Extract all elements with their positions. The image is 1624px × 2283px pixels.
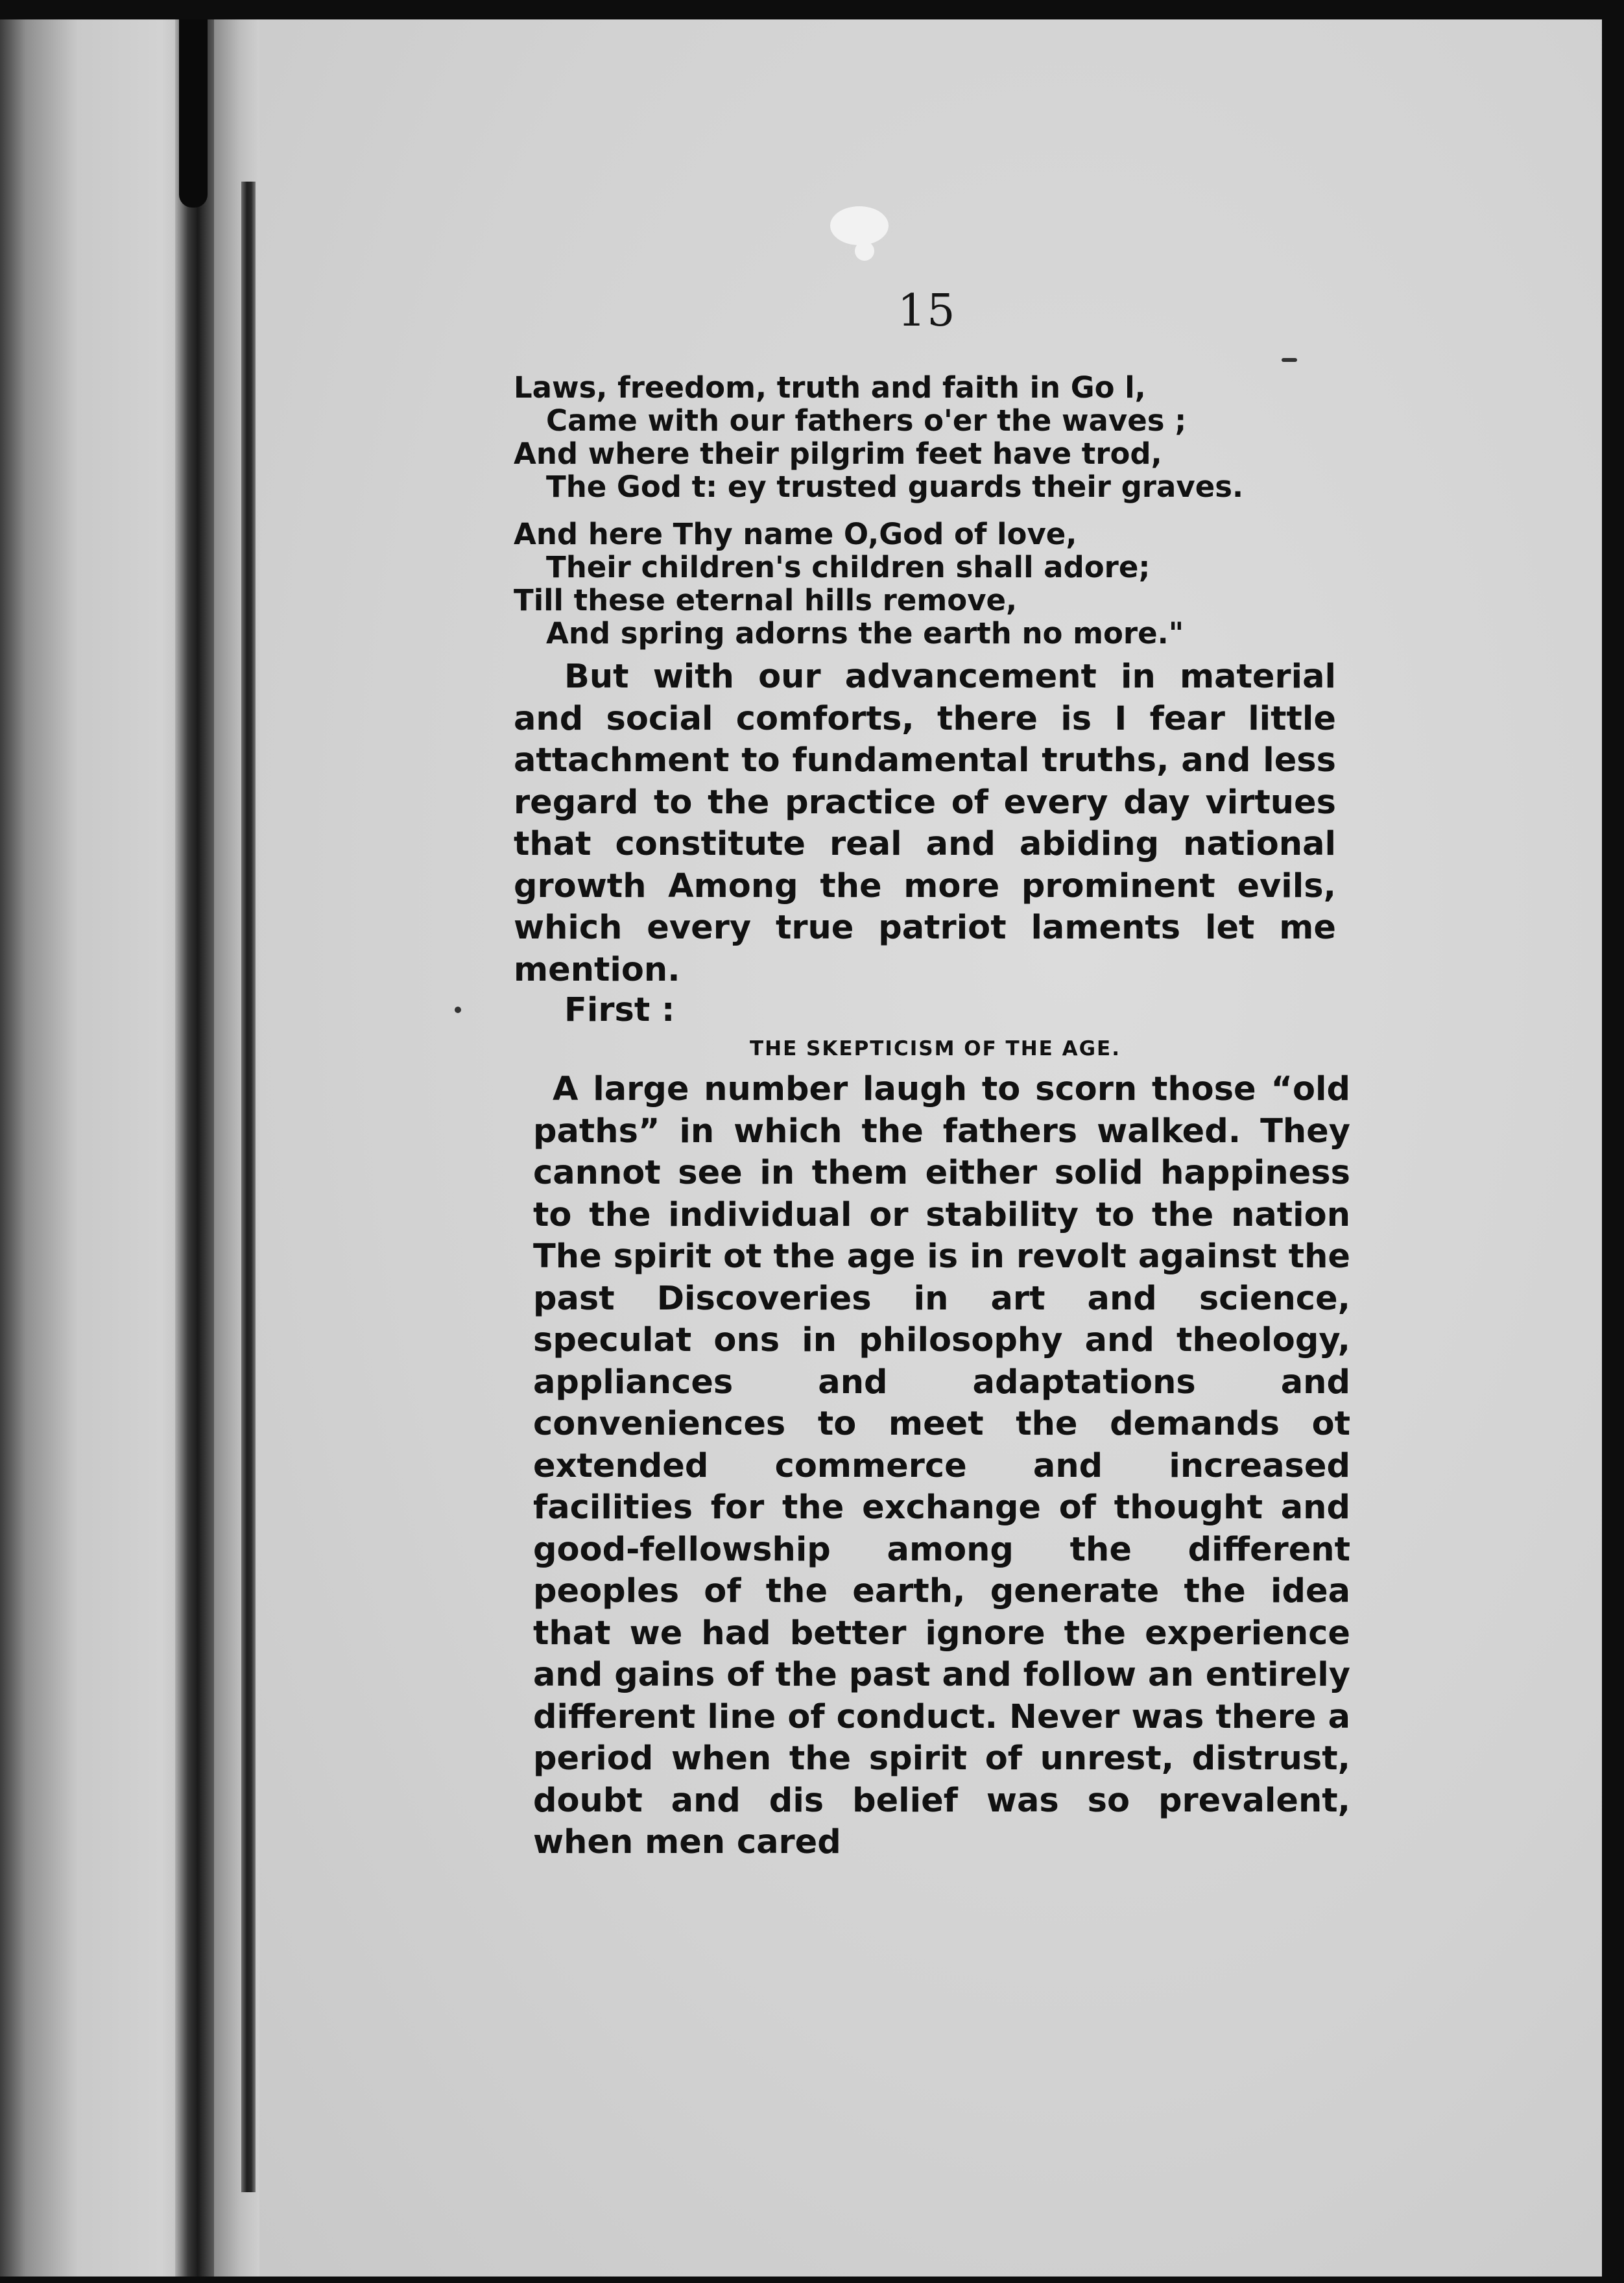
verse-line: Laws, freedom, truth and faith in Go l, bbox=[514, 370, 1146, 405]
verse-stanza-2 bbox=[514, 518, 1357, 650]
verse-stanza-1 bbox=[514, 371, 1357, 503]
verse-line: And here Thy name O,God of love, bbox=[514, 517, 1077, 551]
ink-speck bbox=[1282, 358, 1297, 362]
scan-border-right bbox=[1602, 0, 1624, 2283]
body-paragraph: A large number laugh to scorn those “old paths” in which the fathers walked. They cannot see in them either solid happiness to the individual or stability to the nation The spirit ot the age is in revolt against the past Discoveries in art and science, speculat ons in philosophy and theology, appliances and adaptations and conveniences to meet the demands ot extended commerce and increased facilities for the exchange of thought and good-fellowship among the different peoples of the earth, generate the idea that we had better ignore the experience and gains of the past and follow an entirely different line of conduct. Never was there a period when the spirit of unrest, distrust, doubt and dis belief was so prevalent, when men cared bbox=[533, 1070, 1350, 1861]
body-paragraph: But with our advancement in material and social comforts, there is I fear little attachment to fundamental truths, and less regard to the practice of every day virtues that constitute real and abiding national growth Among the more prominent evils, which every true patriot laments let me mention. bbox=[514, 658, 1336, 989]
gutter-notch bbox=[179, 19, 208, 208]
spine-shadow-line bbox=[241, 182, 256, 2192]
paper-blemish bbox=[830, 206, 889, 245]
verse-line: And where their pilgrim feet have trod, bbox=[514, 436, 1162, 471]
section-heading: THE SKEPTICISM OF THE AGE. bbox=[749, 1037, 1121, 1060]
verse-line: Till these eternal hills remove, bbox=[514, 583, 1018, 617]
book-gutter bbox=[175, 19, 214, 2277]
verse-line: Came with our fathers o'er the waves ; bbox=[546, 403, 1187, 438]
enumeration-label: First : bbox=[564, 991, 675, 1029]
ink-speck bbox=[455, 1007, 461, 1013]
scan-border-top bbox=[0, 0, 1624, 21]
page-number: 15 bbox=[898, 285, 957, 337]
left-page-edge bbox=[0, 19, 195, 2277]
verse-line: Their children's children shall adore; bbox=[546, 550, 1151, 584]
paper-blemish bbox=[855, 241, 874, 261]
verse-line: And spring adorns the earth no more." bbox=[546, 616, 1184, 651]
verse-line: The God t: ey trusted guards their graves. bbox=[546, 470, 1244, 504]
page-body bbox=[514, 371, 1357, 1864]
